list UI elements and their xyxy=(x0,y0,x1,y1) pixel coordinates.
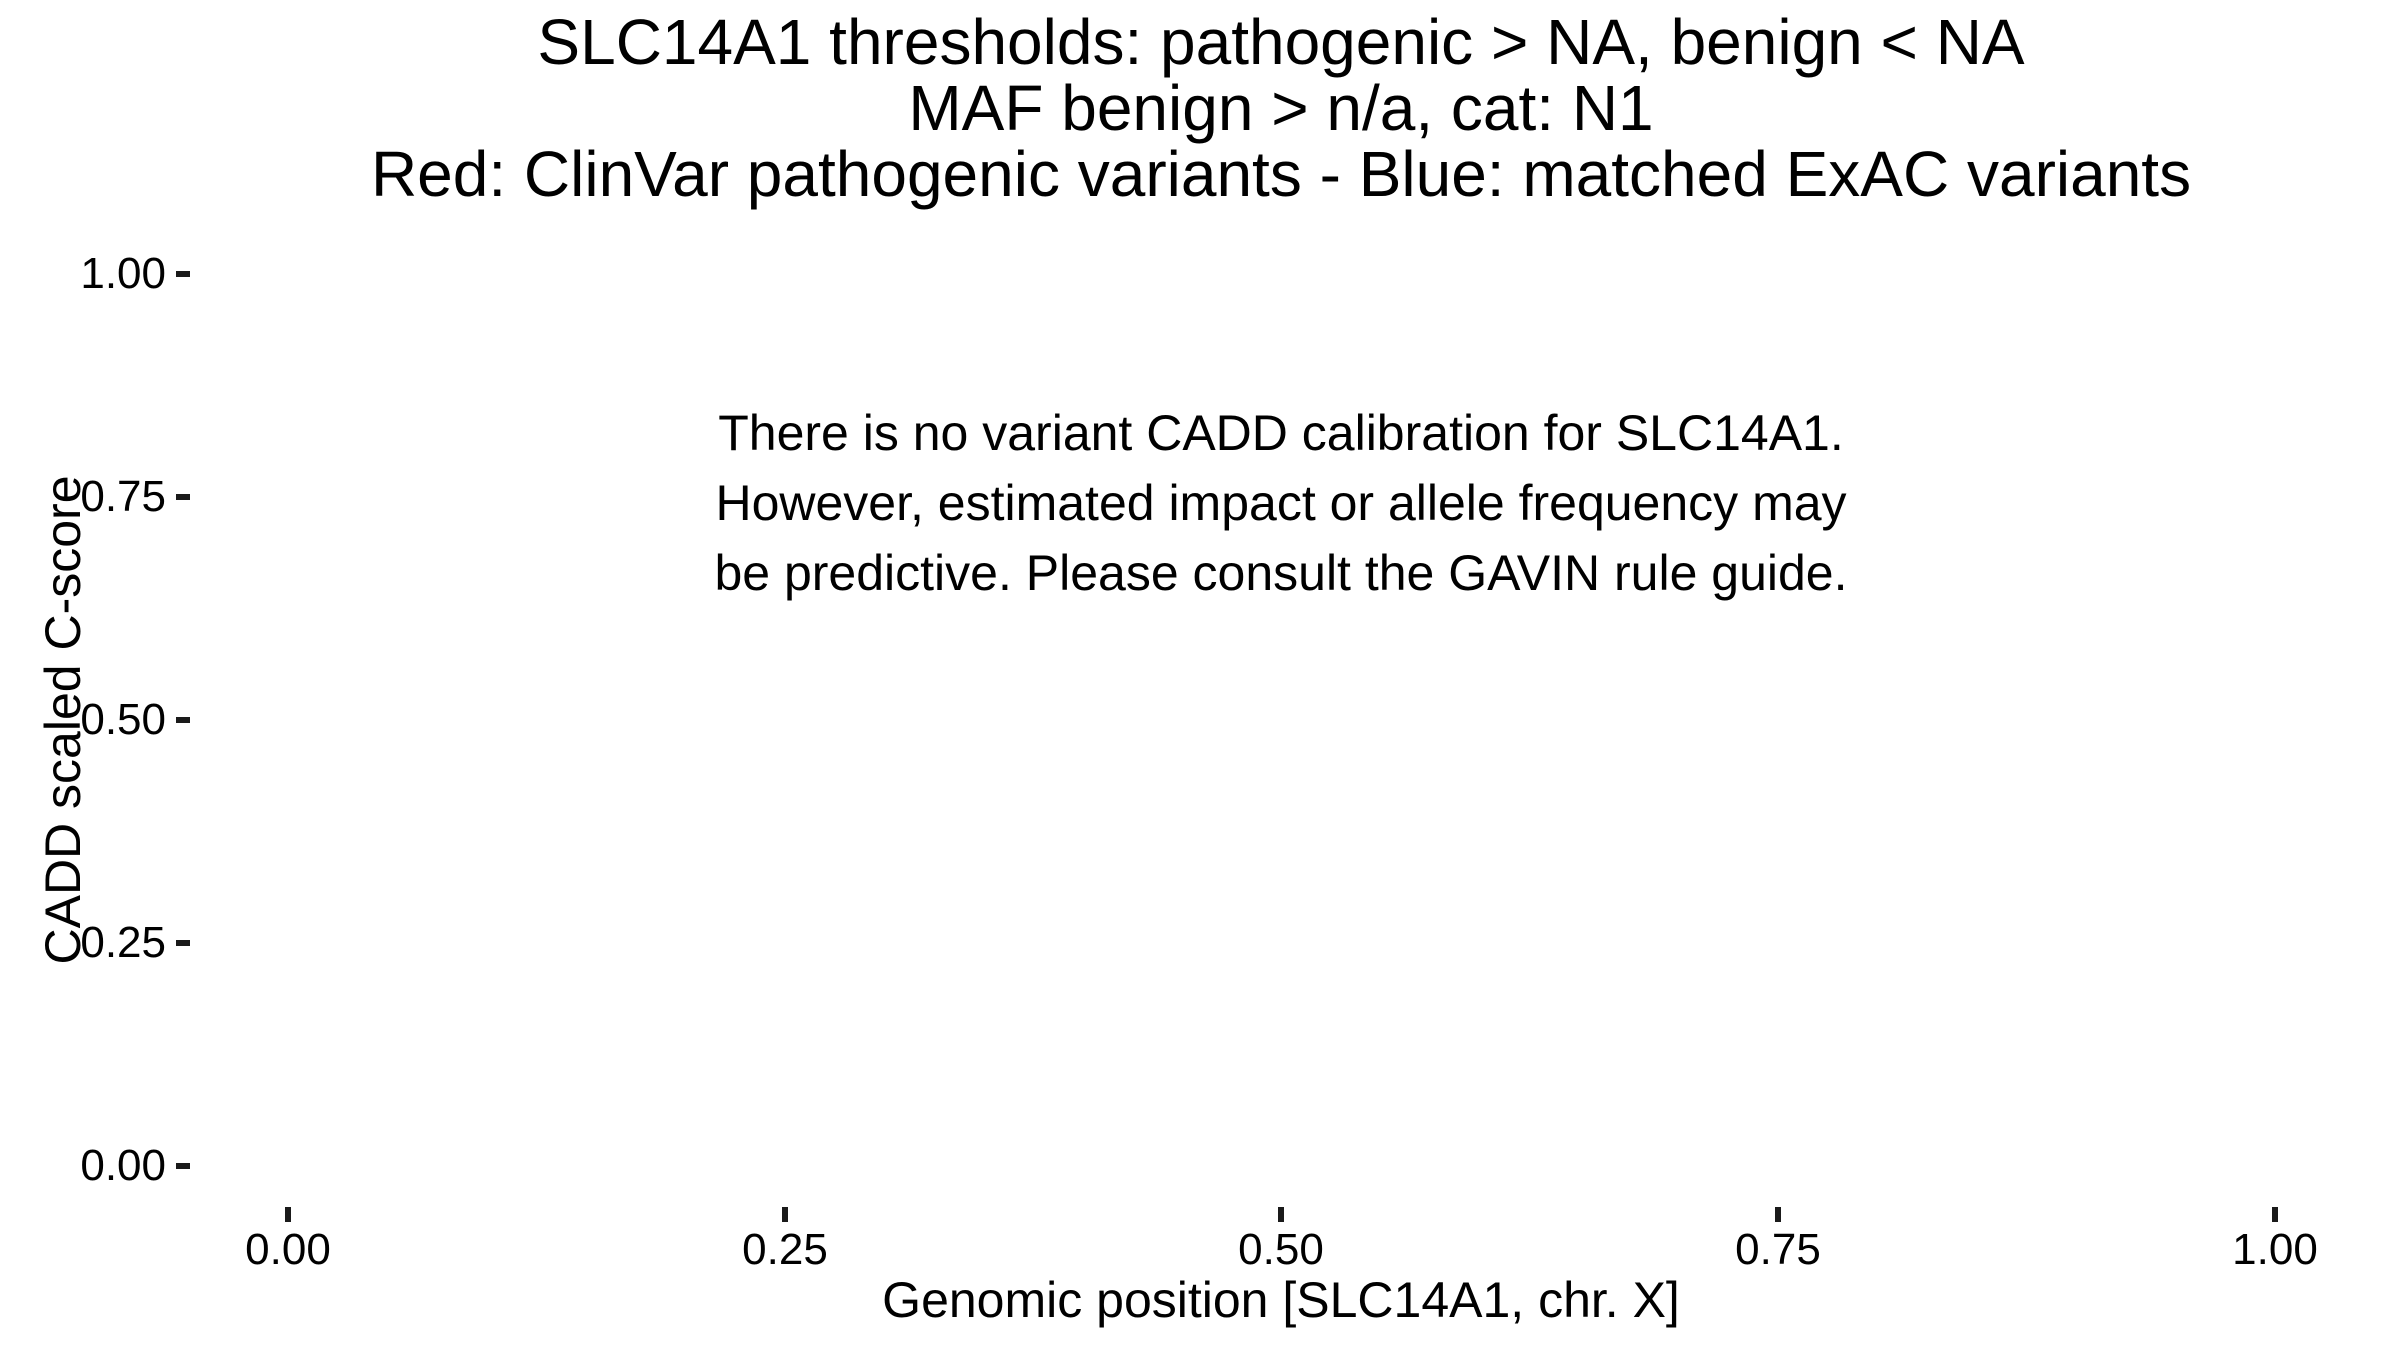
y-tick-label: 0.50 xyxy=(80,695,166,744)
y-axis-title: CADD scaled C-score xyxy=(35,475,91,965)
y-tick-mark xyxy=(176,1163,190,1169)
annotation-line-3: be predictive. Please consult the GAVIN rule guide. xyxy=(714,545,1848,601)
panel-annotation xyxy=(178,398,2384,608)
y-tick-label: 1.00 xyxy=(80,249,166,298)
annotation-line-2: However, estimated impact or allele frequency may xyxy=(715,475,1847,531)
y-tick-label: 0.25 xyxy=(80,918,166,967)
y-tick-mark xyxy=(176,717,190,723)
x-tick-label: 1.00 xyxy=(2232,1225,2318,1274)
plot-title-line-3: Red: ClinVar pathogenic variants - Blue: matched ExAC variants xyxy=(370,138,2192,210)
plot-title-line-1: SLC14A1 thresholds: pathogenic > NA, benign < NA xyxy=(537,6,2025,78)
y-tick-label: 0.00 xyxy=(80,1141,166,1190)
x-tick-mark xyxy=(782,1207,788,1222)
x-axis-title: Genomic position [SLC14A1, chr. X] xyxy=(882,1272,1680,1328)
y-tick-mark xyxy=(176,494,190,500)
x-tick-label: 0.75 xyxy=(1735,1225,1821,1274)
y-tick-mark xyxy=(176,271,190,277)
annotation-line-1: There is no variant CADD calibration for SLC14A1. xyxy=(718,405,1844,461)
x-tick-mark xyxy=(285,1207,291,1222)
x-tick-mark xyxy=(1775,1207,1781,1222)
x-tick-label: 0.00 xyxy=(245,1225,331,1274)
y-tick-label: 0.75 xyxy=(80,472,166,521)
x-tick-label: 0.25 xyxy=(742,1225,828,1274)
plot-panel xyxy=(178,221,2384,1207)
plot-title xyxy=(178,6,2384,210)
y-tick-mark xyxy=(176,940,190,946)
plot-title-line-2: MAF benign > n/a, cat: N1 xyxy=(908,72,1654,144)
x-tick-mark xyxy=(2272,1207,2278,1222)
x-tick-mark xyxy=(1278,1207,1284,1222)
x-tick-label: 0.50 xyxy=(1238,1225,1324,1274)
